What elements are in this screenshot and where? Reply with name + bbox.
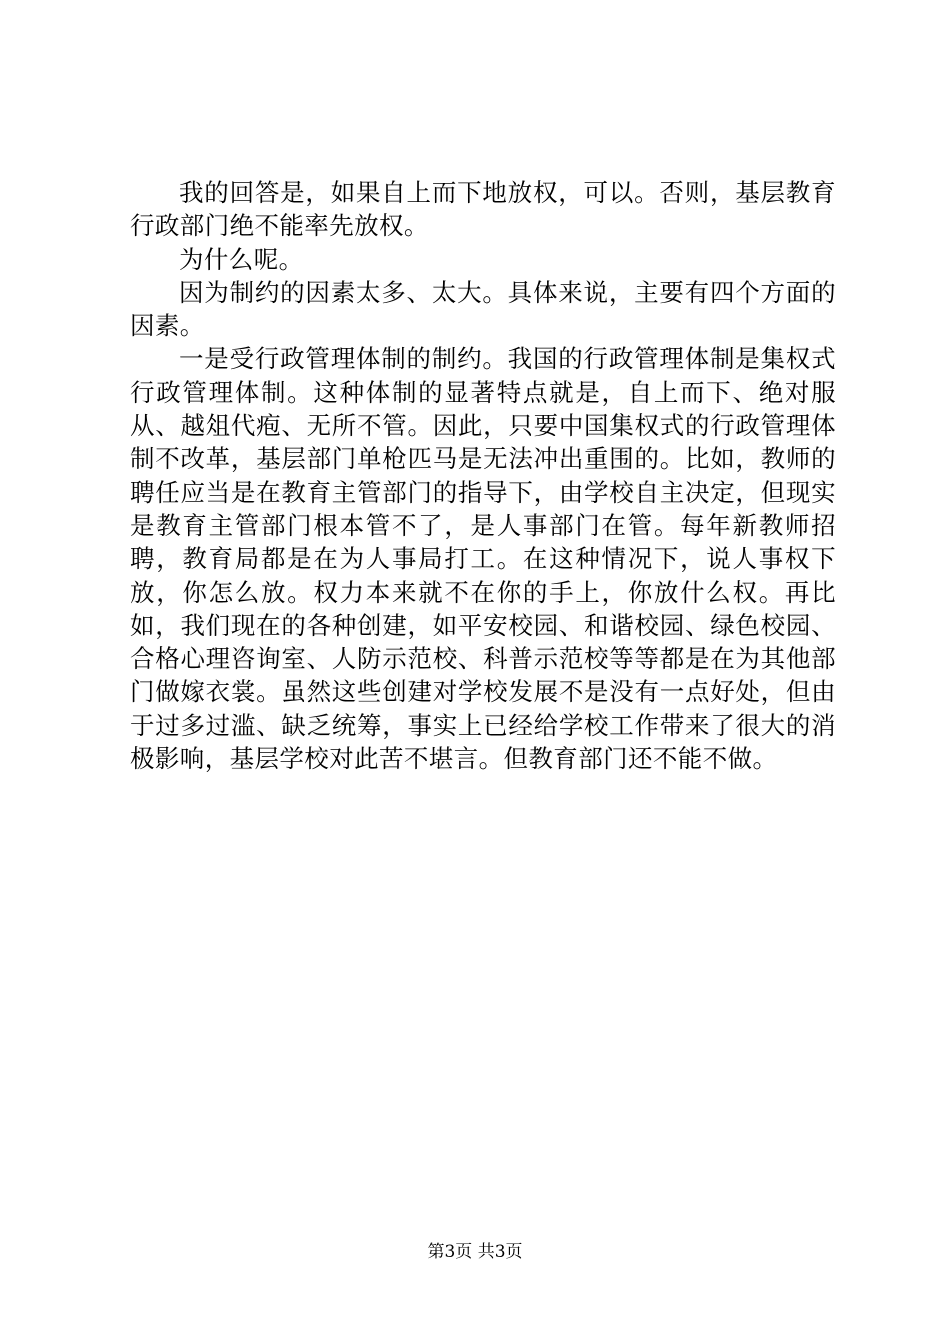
paragraph-2: 为什么呢。 <box>179 244 304 274</box>
page-number-indicator: 第3页 共3页 <box>427 1242 523 1262</box>
document-body <box>130 176 836 775</box>
paragraph-1: 我的回答是，如果自上而下地放权，可以。否则，基层教育行政部门绝不能率先放权。 <box>130 178 836 241</box>
page-footer <box>0 1241 950 1263</box>
paragraph-3: 因为制约的因素太多、太大。具体来说，主要有四个方面的因素。 <box>130 277 836 341</box>
paragraph-4: 一是受行政管理体制的制约。我国的行政管理体制是集权式行政管理体制。这种体制的显著特点就是，自上而下、绝对服从、越俎代疱、无所不管。因此，只要中国集权式的行政管理体制不改革，基层部门单枪匹马是无法冲出重围的。比如，教师的聘任应当是在教育主管部门的指导下，由学校自主决定，但现实是教育主管部门根本管不了，是人事部门在管。每年新教师招聘，教育局都是在为人事局打工。在这种情况下，说人事权下放，你怎么放。权力本来就不在你的手上，你放什么权。再比如，我们现在的各种创建，如平安校园、和谐校园、绿色校园、合格心理咨询室、人防示范校、科普示范校等等都是在为其他部门做嫁衣裳。虽然这些创建对学校发展不是没有一点好处，但由于过多过滥、缺乏统筹，事实上已经给学校工作带来了很大的消极影响，基层学校对此苦不堪言。但教育部门还不能不做。 <box>130 344 836 774</box>
